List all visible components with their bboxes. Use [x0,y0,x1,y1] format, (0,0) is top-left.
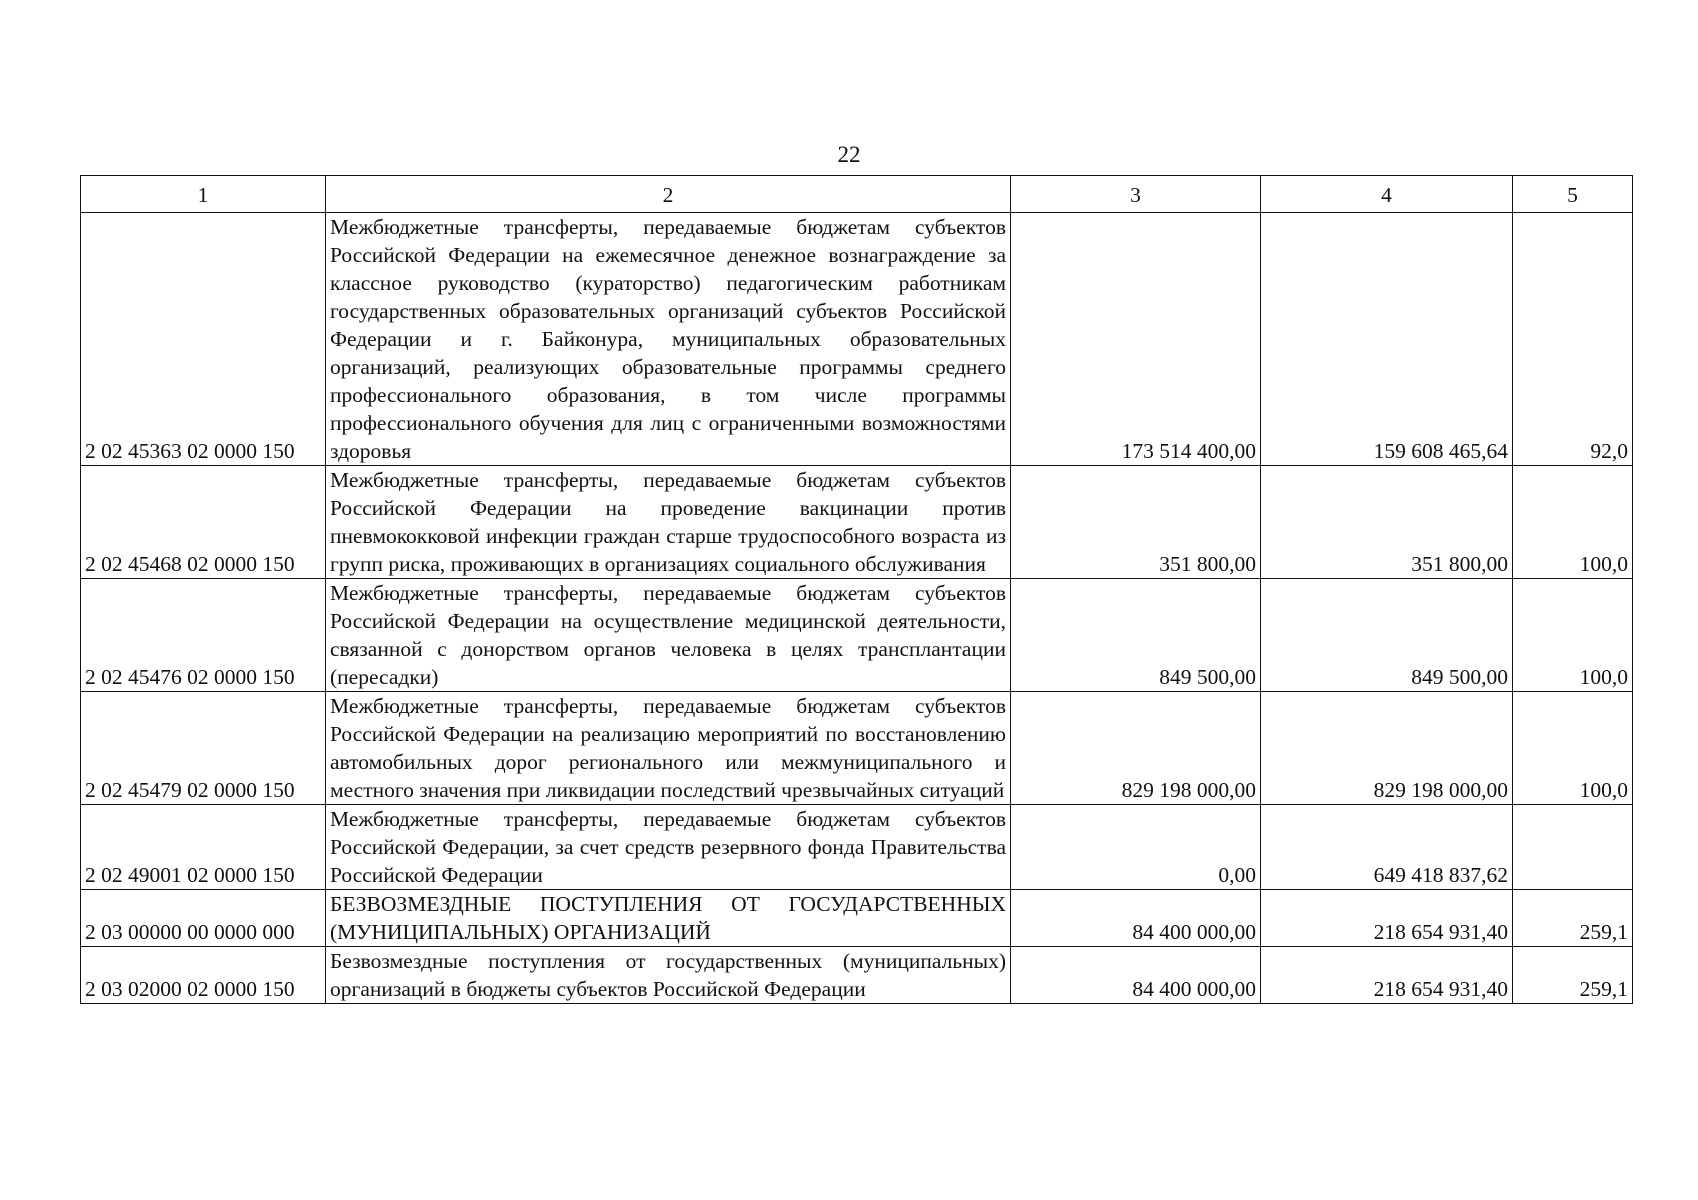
header-row [81,176,1633,213]
row-description: Межбюджетные трансферты, передаваемые бюджетам субъектов Российской Федерации на ежемесячное денежное вознаграждение за классное руководство (кураторство) педагогическим работникам государственных образовательных организаций субъектов Российской Федерации и г. Байконура, муниципальных образовательных организаций, реализующих образовательные программы среднего профессионального образования, в том числе программы профессионального обучения для лиц с ограниченными возможностями здоровья [326,213,1011,466]
row-description: Межбюджетные трансферты, передаваемые бюджетам субъектов Российской Федерации на осуществление медицинской деятельности, связанной с донорством органов человека в целях трансплантации (пересадки) [326,579,1011,692]
page-number: 22 [837,142,861,167]
row-description: Безвозмездные поступления от государственных (муниципальных) организаций в бюджеты субъектов Российской Федерации [326,947,1011,1004]
column-header-3: 3 [1011,176,1261,213]
table-row [81,466,1633,579]
row-col3-value: 84 400 000,00 [1011,890,1261,947]
table-header [81,176,1633,213]
table-row [81,692,1633,805]
row-col4-value: 351 800,00 [1261,466,1513,579]
row-code: 2 03 00000 00 0000 000 [81,890,326,947]
table-row [81,947,1633,1004]
row-col4-value: 218 654 931,40 [1261,890,1513,947]
row-col4-value: 849 500,00 [1261,579,1513,692]
row-col3-value: 173 514 400,00 [1011,213,1261,466]
row-code: 2 02 45363 02 0000 150 [81,213,326,466]
row-code: 2 02 45479 02 0000 150 [81,692,326,805]
budget-table [80,175,1633,1004]
row-col5-value: 100,0 [1513,466,1633,579]
row-description: Межбюджетные трансферты, передаваемые бюджетам субъектов Российской Федерации на проведение вакцинации против пневмококковой инфекции граждан старше трудоспособного возраста из групп риска, проживающих в организациях социального обслуживания [326,466,1011,579]
table-row [81,890,1633,947]
row-col5-value [1513,805,1633,890]
row-code: 2 03 02000 02 0000 150 [81,947,326,1004]
row-code: 2 02 45468 02 0000 150 [81,466,326,579]
row-col4-value: 159 608 465,64 [1261,213,1513,466]
row-col3-value: 849 500,00 [1011,579,1261,692]
row-col4-value: 829 198 000,00 [1261,692,1513,805]
column-header-2: 2 [326,176,1011,213]
row-description: БЕЗВОЗМЕЗДНЫЕ ПОСТУПЛЕНИЯ ОТ ГОСУДАРСТВЕННЫХ (МУНИЦИПАЛЬНЫХ) ОРГАНИЗАЦИЙ [326,890,1011,947]
row-col5-value: 92,0 [1513,213,1633,466]
column-header-1: 1 [81,176,326,213]
row-col3-value: 0,00 [1011,805,1261,890]
row-col3-value: 829 198 000,00 [1011,692,1261,805]
table-row [81,213,1633,466]
table-body [81,213,1633,1004]
row-col4-value: 218 654 931,40 [1261,947,1513,1004]
row-col4-value: 649 418 837,62 [1261,805,1513,890]
row-code: 2 02 49001 02 0000 150 [81,805,326,890]
row-col5-value: 259,1 [1513,890,1633,947]
table-row [81,579,1633,692]
row-description: Межбюджетные трансферты, передаваемые бюджетам субъектов Российской Федерации на реализацию мероприятий по восстановлению автомобильных дорог регионального или межмуниципального и местного значения при ликвидации последствий чрезвычайных ситуаций [326,692,1011,805]
row-code: 2 02 45476 02 0000 150 [81,579,326,692]
table-row [81,805,1633,890]
row-col3-value: 84 400 000,00 [1011,947,1261,1004]
column-header-4: 4 [1261,176,1513,213]
row-col5-value: 259,1 [1513,947,1633,1004]
row-col5-value: 100,0 [1513,579,1633,692]
row-description: Межбюджетные трансферты, передаваемые бюджетам субъектов Российской Федерации, за счет средств резервного фонда Правительства Российской Федерации [326,805,1011,890]
row-col5-value: 100,0 [1513,692,1633,805]
column-header-5: 5 [1513,176,1633,213]
row-col3-value: 351 800,00 [1011,466,1261,579]
